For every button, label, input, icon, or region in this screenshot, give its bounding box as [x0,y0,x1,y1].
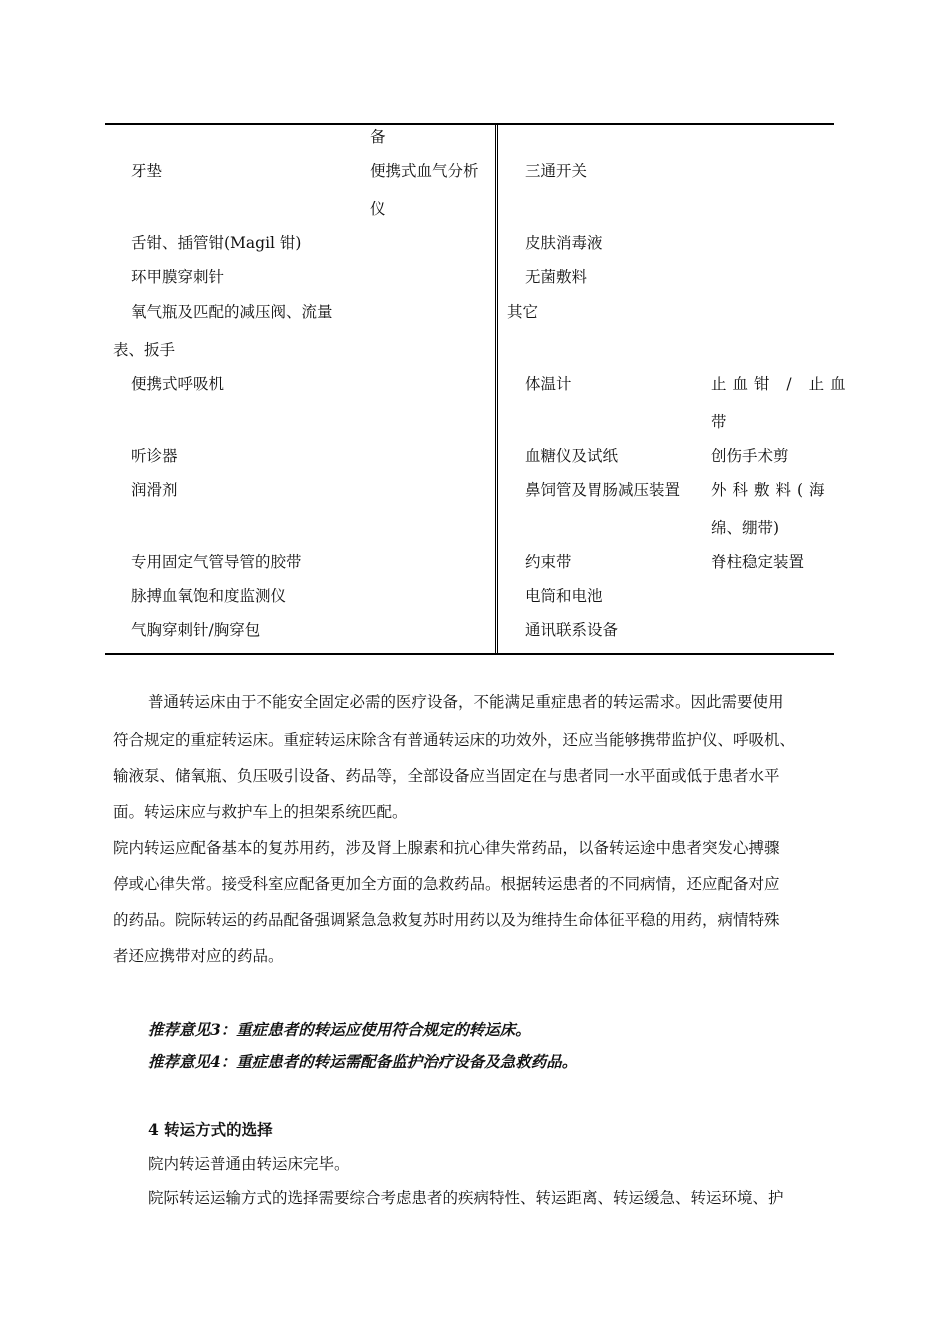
table-cell: 约束带 [525,553,572,571]
table-cell: 鼻饲管及胃肠减压装置 [525,481,681,499]
table-cell: 皮肤消毒液 [525,234,603,252]
table-cell: 电筒和电池 [525,587,603,605]
table-cell: 带 [711,413,727,431]
table-cell: 血糖仪及试纸 [525,447,619,465]
recommendation-3: 推荐意见3：重症患者的转运应使用符合规定的转运床。 [148,1020,531,1039]
table-cell: 便携式血气分析 [370,162,479,180]
table-cell: 表、扳手 [113,341,176,359]
body-line: 院内转运普通由转运床完毕。 [148,1155,350,1173]
body-line: 的药品。院际转运的药品配备强调紧急急救复苏时用药以及为维持生命体征平稳的用药，病情特殊 [113,911,780,929]
table-cell: 听诊器 [131,447,178,465]
table-cell: 气胸穿刺针/胸穿包 [131,621,261,639]
table-cell: 无菌敷料 [525,268,588,286]
table-cell: 三通开关 [525,162,588,180]
body-line: 面。转运床应与救护车上的担架系统匹配。 [113,803,408,821]
table-cell: 脊柱稳定装置 [711,553,805,571]
table-cell: 创伤手术剪 [711,447,789,465]
table-bottom-rule [105,653,834,655]
body-line: 者还应携带对应的药品。 [113,947,284,965]
table-cell: 其它 [507,303,539,321]
body-line: 院际转运运输方式的选择需要综合考虑患者的疾病特性、转运距离、转运缓急、转运环境、护 [148,1189,784,1207]
table-cell: 仪 [370,200,386,218]
table-cell: 便携式呼吸机 [131,375,225,393]
table-cell: 氧气瓶及匹配的减压阀、流量 [131,303,333,321]
table-cell: 绵、绷带) [711,519,780,537]
body-line: 输液泵、储氧瓶、负压吸引设备、药品等，全部设备应当固定在与患者同一水平面或低于患者水平 [113,767,780,785]
table-cell: 止血钳 / 止血 [711,375,852,393]
table-column-separator [495,124,498,653]
table-cell: 环甲膜穿刺针 [131,268,225,286]
body-line: 停或心律失常。接受科室应配备更加全方面的急救药品。根据转运患者的不同病情，还应配备对应 [113,875,780,893]
section-heading: 4 转运方式的选择 [148,1120,273,1139]
table-cell: 备 [370,128,386,146]
table-cell: 润滑剂 [131,481,178,499]
table-cell: 舌钳、插管钳(Magil 钳) [131,234,302,252]
body-line: 院内转运应配备基本的复苏用药，涉及肾上腺素和抗心律失常药品，以备转运途中患者突发心搏骤 [113,839,780,857]
body-line: 普通转运床由于不能安全固定必需的医疗设备，不能满足重症患者的转运需求。因此需要使用 [148,693,784,711]
table-cell: 通讯联系设备 [525,621,619,639]
table-cell: 体温计 [525,375,572,393]
table-cell: 脉搏血氧饱和度监测仪 [131,587,287,605]
table-cell: 牙垫 [131,162,163,180]
table-cell: 专用固定气管导管的胶带 [131,553,302,571]
body-line: 符合规定的重症转运床。重症转运床除含有普通转运床的功效外，还应当能够携带监护仪、呼吸机、 [113,731,796,749]
table-top-rule [105,123,834,125]
recommendation-4: 推荐意见4：重症患者的转运需配备监护治疗设备及急救药品。 [148,1052,578,1071]
table-cell: 外科敷料(海 [711,481,831,499]
